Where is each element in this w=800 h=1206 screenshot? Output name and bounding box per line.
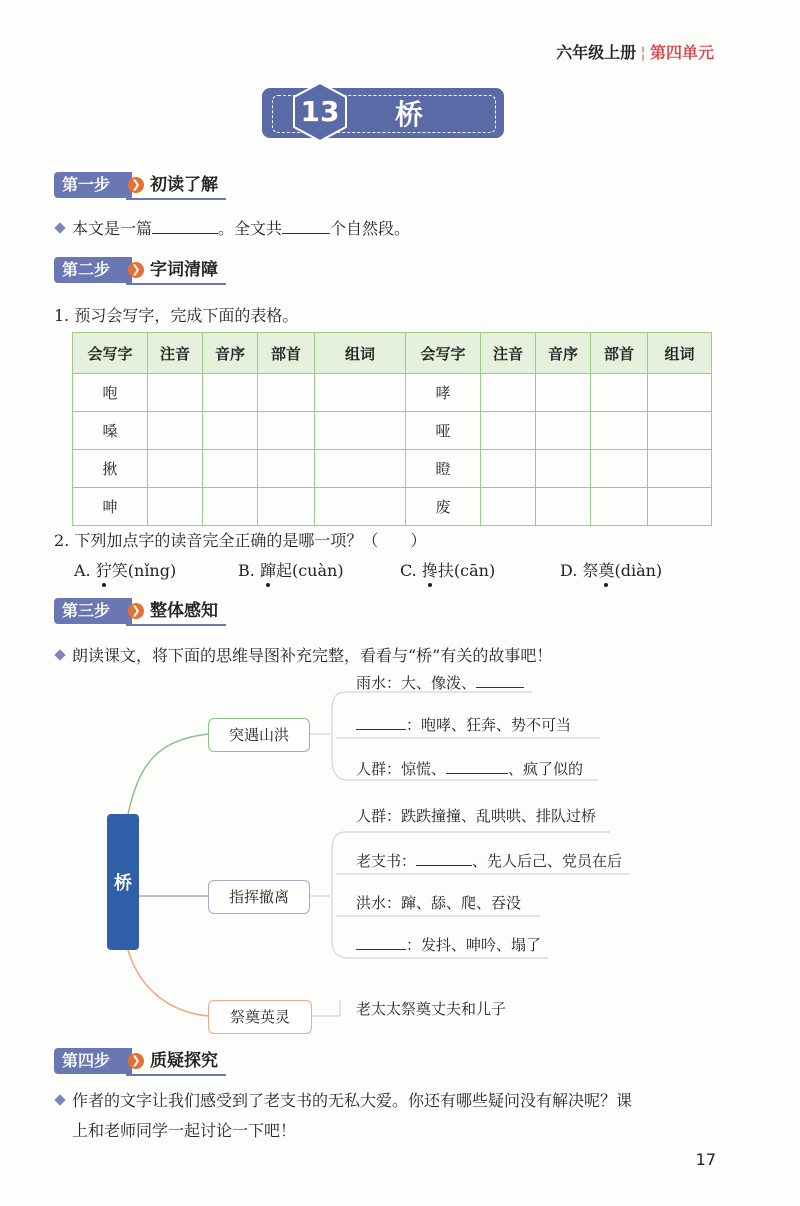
mindmap-leaf bbox=[356, 672, 524, 693]
table-cell-input[interactable] bbox=[258, 412, 315, 450]
lesson-number-badge bbox=[290, 81, 350, 143]
table-cell-char: 咆 bbox=[73, 374, 148, 412]
step3-label: 第三步 bbox=[54, 598, 132, 624]
table-row bbox=[73, 412, 712, 450]
mindmap-leaf bbox=[356, 714, 571, 735]
table-cell-input[interactable] bbox=[648, 450, 712, 488]
option-pinyin: (diàn) bbox=[614, 561, 663, 580]
table-header: 部首 bbox=[258, 333, 315, 374]
table-cell-input[interactable] bbox=[315, 412, 406, 450]
mindmap-leaf: 老太太祭奠丈夫和儿子 bbox=[356, 1000, 507, 1018]
step2-name: 字词清障 bbox=[126, 257, 226, 285]
option-char: 扶 bbox=[437, 561, 454, 580]
step2-label: 第二步 bbox=[54, 257, 132, 283]
step1-q-part3: 个自然段。 bbox=[330, 219, 411, 238]
table-cell-char: 哑 bbox=[406, 412, 481, 450]
table-header: 注音 bbox=[148, 333, 203, 374]
leaf-text: ：咆哮、狂奔、势不可当 bbox=[406, 716, 572, 734]
table-header: 会写字 bbox=[73, 333, 148, 374]
table-cell-input[interactable] bbox=[591, 412, 648, 450]
table-cell-input[interactable] bbox=[315, 450, 406, 488]
table-header: 音序 bbox=[536, 333, 591, 374]
leaf-text: 雨水：大、像泼、 bbox=[356, 674, 477, 692]
table-cell-input[interactable] bbox=[148, 374, 203, 412]
step1-q-part2: 。全文共 bbox=[218, 219, 283, 238]
answer-blank[interactable] bbox=[446, 759, 508, 774]
table-header: 音序 bbox=[203, 333, 258, 374]
option-letter: C. bbox=[400, 561, 417, 580]
option-pinyin: (cān) bbox=[453, 561, 496, 580]
table-row bbox=[73, 450, 712, 488]
option-pinyin: (nǐng) bbox=[127, 561, 177, 580]
table-cell-input[interactable] bbox=[315, 488, 406, 526]
option-letter: B. bbox=[238, 561, 255, 580]
table-cell-input[interactable] bbox=[591, 374, 648, 412]
table-cell-input[interactable] bbox=[648, 374, 712, 412]
arrow-icon: ❯ bbox=[128, 603, 144, 619]
leaf-text: ：发抖、呻吟、塌了 bbox=[406, 936, 542, 954]
table-header-row bbox=[73, 333, 712, 374]
table-cell-char: 瞪 bbox=[406, 450, 481, 488]
table-cell-input[interactable] bbox=[148, 488, 203, 526]
table-header: 组词 bbox=[315, 333, 406, 374]
table-cell-input[interactable] bbox=[203, 374, 258, 412]
option-char: 笑 bbox=[111, 561, 128, 580]
table-cell-input[interactable] bbox=[591, 450, 648, 488]
table-cell-input[interactable] bbox=[536, 450, 591, 488]
table-cell-input[interactable] bbox=[536, 488, 591, 526]
step4-line1 bbox=[56, 1088, 632, 1111]
table-cell-input[interactable] bbox=[258, 450, 315, 488]
table-cell-char: 嗓 bbox=[73, 412, 148, 450]
step3-heading bbox=[54, 598, 234, 624]
diamond-bullet-icon bbox=[54, 222, 65, 233]
table-row bbox=[73, 488, 712, 526]
option-d[interactable] bbox=[560, 558, 662, 581]
table-cell-char: 揪 bbox=[73, 450, 148, 488]
table-cell-input[interactable] bbox=[481, 412, 536, 450]
table-header: 部首 bbox=[591, 333, 648, 374]
step3-name: 整体感知 bbox=[126, 598, 226, 626]
answer-blank[interactable] bbox=[152, 219, 218, 234]
arrow-icon: ❯ bbox=[128, 177, 144, 193]
step2-question2: 2. 下列加点字的读音完全正确的是哪一项？（ ） bbox=[54, 531, 427, 550]
step1-question bbox=[56, 216, 410, 239]
answer-blank[interactable] bbox=[476, 673, 524, 688]
arrow-icon: ❯ bbox=[128, 1053, 144, 1069]
table-header: 组词 bbox=[648, 333, 712, 374]
table-cell-input[interactable] bbox=[536, 412, 591, 450]
option-char: 起 bbox=[275, 561, 292, 580]
dotted-char: 搀 bbox=[421, 561, 438, 580]
table-cell-input[interactable] bbox=[648, 412, 712, 450]
step4-name: 质疑探究 bbox=[126, 1048, 226, 1076]
leaf-text: 、先人后己、党员在后 bbox=[472, 852, 623, 870]
mindmap-leaf: 人群：跌跌撞撞、乱哄哄、排队过桥 bbox=[356, 807, 597, 825]
option-letter: D. bbox=[560, 561, 578, 580]
option-pinyin: (cuàn) bbox=[291, 561, 344, 580]
table-cell-char: 废 bbox=[406, 488, 481, 526]
mindmap-leaf bbox=[356, 850, 622, 871]
page-number: 17 bbox=[695, 1150, 716, 1169]
mindmap-branch-3: 祭奠英灵 bbox=[208, 1000, 312, 1034]
answer-blank[interactable] bbox=[356, 935, 406, 950]
table-cell-input[interactable] bbox=[481, 488, 536, 526]
table-cell-input[interactable] bbox=[203, 412, 258, 450]
table-header: 会写字 bbox=[406, 333, 481, 374]
answer-blank[interactable] bbox=[356, 715, 406, 730]
leaf-text: 、疯了似的 bbox=[508, 760, 584, 778]
step1-label: 第一步 bbox=[54, 172, 132, 198]
mindmap-leaf bbox=[356, 934, 541, 955]
dotted-char: 蹿 bbox=[259, 561, 276, 580]
table-header: 注音 bbox=[481, 333, 536, 374]
lesson-number: 13 bbox=[300, 95, 340, 128]
step4-heading bbox=[54, 1048, 254, 1074]
step3-prompt-text: 朗读课文，将下面的思维导图补充完整，看看与“桥”有关的故事吧！ bbox=[72, 646, 553, 665]
word-table bbox=[72, 332, 712, 526]
mindmap-branch-1: 突遇山洪 bbox=[208, 718, 310, 752]
step2-heading bbox=[54, 257, 234, 283]
answer-blank[interactable] bbox=[416, 851, 472, 866]
table-cell-input[interactable] bbox=[203, 450, 258, 488]
table-row bbox=[73, 374, 712, 412]
mindmap-root: 桥 bbox=[107, 814, 139, 950]
step1-heading bbox=[54, 172, 234, 198]
mindmap-leaf bbox=[356, 758, 583, 779]
dotted-char: 狞 bbox=[95, 561, 112, 580]
arrow-icon: ❯ bbox=[128, 262, 144, 278]
step4-line1-text: 作者的文字让我们感受到了老支书的无私大爱。你还有哪些疑问没有解决呢？课 bbox=[72, 1091, 633, 1110]
answer-blank[interactable] bbox=[282, 219, 330, 234]
option-c[interactable] bbox=[400, 558, 495, 581]
leaf-text: 老支书： bbox=[356, 852, 417, 870]
step1-name: 初读了解 bbox=[126, 172, 226, 200]
mindmap-branch-2: 指挥撤离 bbox=[208, 880, 310, 914]
step4-line2: 上和老师同学一起讨论一下吧！ bbox=[72, 1121, 297, 1140]
table-cell-input[interactable] bbox=[591, 488, 648, 526]
dotted-char: 奠 bbox=[598, 561, 615, 580]
table-cell-input[interactable] bbox=[148, 450, 203, 488]
table-cell-input[interactable] bbox=[648, 488, 712, 526]
mindmap-leaf: 洪水：蹿、舔、爬、吞没 bbox=[356, 894, 522, 912]
table-cell-char: 呻 bbox=[73, 488, 148, 526]
page-header bbox=[556, 40, 714, 63]
header-separator: ¦ bbox=[640, 43, 646, 62]
table-cell-char: 哮 bbox=[406, 374, 481, 412]
table-cell-input[interactable] bbox=[536, 374, 591, 412]
diamond-bullet-icon bbox=[54, 1094, 65, 1105]
grade-label: 六年级上册 bbox=[556, 43, 637, 62]
table-cell-input[interactable] bbox=[258, 488, 315, 526]
unit-label: 第四单元 bbox=[649, 43, 714, 62]
diamond-bullet-icon bbox=[54, 649, 65, 660]
step2-question1: 1. 预习会写字，完成下面的表格。 bbox=[54, 306, 299, 325]
lesson-title: 桥 bbox=[395, 98, 424, 131]
table-cell-input[interactable] bbox=[481, 374, 536, 412]
step4-label: 第四步 bbox=[54, 1048, 132, 1074]
table-cell-input[interactable] bbox=[203, 488, 258, 526]
table-cell-input[interactable] bbox=[148, 412, 203, 450]
table-cell-input[interactable] bbox=[315, 374, 406, 412]
table-cell-input[interactable] bbox=[258, 374, 315, 412]
option-letter: A. bbox=[74, 561, 91, 580]
option-a[interactable] bbox=[74, 558, 176, 581]
step1-q-part1: 本文是一篇 bbox=[72, 219, 153, 238]
table-cell-input[interactable] bbox=[481, 450, 536, 488]
leaf-text: 人群：惊慌、 bbox=[356, 760, 447, 778]
option-b[interactable] bbox=[238, 558, 344, 581]
option-char: 祭 bbox=[582, 561, 599, 580]
